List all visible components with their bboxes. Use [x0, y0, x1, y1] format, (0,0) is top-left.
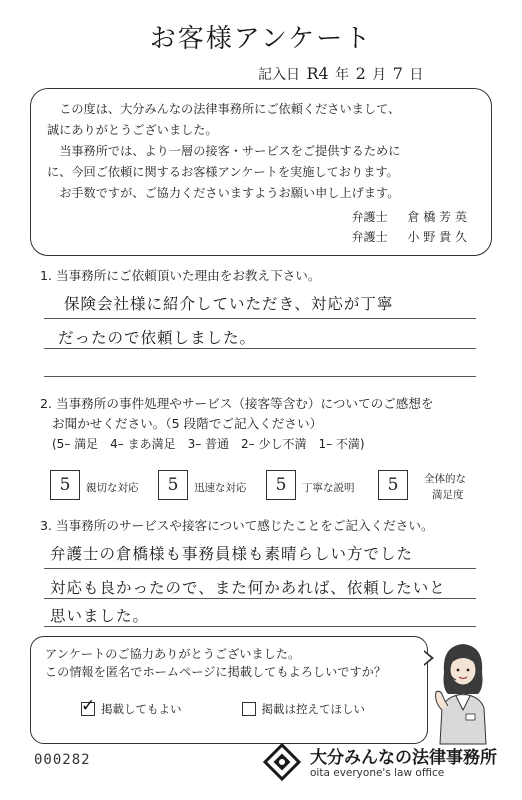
rating-box-explanation[interactable]: 5: [266, 470, 296, 500]
signer-name: 倉 橋 芳 英: [407, 210, 467, 224]
date-day: 7: [392, 64, 403, 83]
speech-bubble-tail: [424, 652, 431, 664]
answer-3-line-2: 対応も良かったので、また何かあれば、依頼したいと: [50, 579, 446, 597]
consent-no-label: 掲載は控えてほしい: [261, 701, 365, 716]
date-day-unit: 日: [409, 67, 424, 83]
date-year-unit: 年: [335, 67, 350, 83]
date-month-unit: 月: [372, 67, 387, 83]
answer-rule: [44, 376, 476, 377]
date-era: R4: [306, 64, 329, 83]
consent-line: この情報を匿名でホームページに掲載してもよろしいですか？: [45, 665, 387, 679]
intro-line: この度は、大分みんなの法律事務所にご依頼くださいまして、: [59, 102, 401, 116]
receptionist-illustration: [432, 636, 494, 746]
serial-number: 000282: [34, 752, 91, 768]
question-2-line-1: 2. 当事務所の事件処理やサービス（接客等含む）についてのご感想を: [40, 396, 434, 411]
intro-box: [30, 88, 492, 256]
answer-3-line-1: 弁護士の倉橋様も事務員様も素晴らしい方でした: [50, 545, 414, 563]
rating-label: 満足度: [432, 489, 464, 501]
entry-date: [258, 64, 423, 84]
intro-line: に、今回ご依頼に関するお客様アンケートを実施しております。: [47, 165, 399, 179]
signer-name: 小 野 貴 久: [407, 230, 467, 244]
intro-line: 当事務所では、より一層の接客・サービスをご提供するために: [59, 144, 401, 158]
consent-no-option[interactable]: [242, 699, 366, 718]
firm-logo-icon: [262, 742, 302, 782]
consent-box: [30, 636, 428, 744]
answer-rule: [44, 318, 476, 319]
answer-1-line-2: だったので依頼しました。: [58, 329, 257, 347]
rating-box-overall[interactable]: 5: [378, 470, 408, 500]
answer-rule: [44, 568, 476, 569]
rating-box-speed[interactable]: 5: [158, 470, 188, 500]
intro-line: 誠にありがとうございました。: [47, 123, 218, 137]
date-month: 2: [355, 64, 366, 83]
rating-box-kind[interactable]: 5: [50, 470, 80, 500]
check-mark-icon: ✓: [81, 695, 96, 716]
answer-1-line-1: 保険会社様に紹介していただき、対応が丁寧: [64, 295, 394, 313]
rating-label: 全体的な: [424, 473, 466, 485]
answer-rule: [44, 598, 476, 599]
intro-line: お手数ですが、ご協力くださいますようお願い申し上げます。: [59, 186, 400, 200]
question-3: 3. 当事務所のサービスや接客について感じたことをご記入ください。: [40, 518, 434, 533]
firm-name-en: oita everyone's law office: [310, 767, 445, 779]
signer: [352, 207, 467, 227]
answer-rule: [44, 348, 476, 349]
question-1: 1. 当事務所にご依頼頂いた理由をお教え下さい。: [40, 268, 321, 283]
survey-title: お客様アンケート: [149, 24, 373, 54]
firm-name: 大分みんなの法律事務所: [310, 748, 497, 768]
rating-label: 迅速な対応: [194, 482, 247, 494]
date-label: 記入日: [258, 67, 300, 83]
consent-no-checkbox[interactable]: [242, 702, 256, 716]
signer-role: 弁護士: [351, 230, 388, 244]
rating-label: 親切な対応: [86, 482, 139, 494]
signer-list: [352, 207, 467, 247]
consent-line: アンケートのご協力ありがとうございました。: [45, 647, 301, 661]
rating-scale: (5– 満足 4– まあ満足 3– 普通 2– 少し不満 1– 不満): [52, 437, 365, 451]
consent-yes-label: 掲載してもよい: [101, 701, 182, 716]
answer-rule: [44, 626, 476, 627]
consent-yes-checkbox[interactable]: [81, 695, 96, 716]
signer: [352, 227, 467, 247]
consent-yes-option[interactable]: [81, 695, 182, 718]
signer-role: 弁護士: [351, 210, 388, 224]
question-2-line-2: お聞かせください。（5 段階でご記入ください）: [52, 416, 323, 431]
rating-label: 丁寧な説明: [302, 482, 355, 494]
answer-3-line-3: 思いました。: [50, 607, 150, 625]
